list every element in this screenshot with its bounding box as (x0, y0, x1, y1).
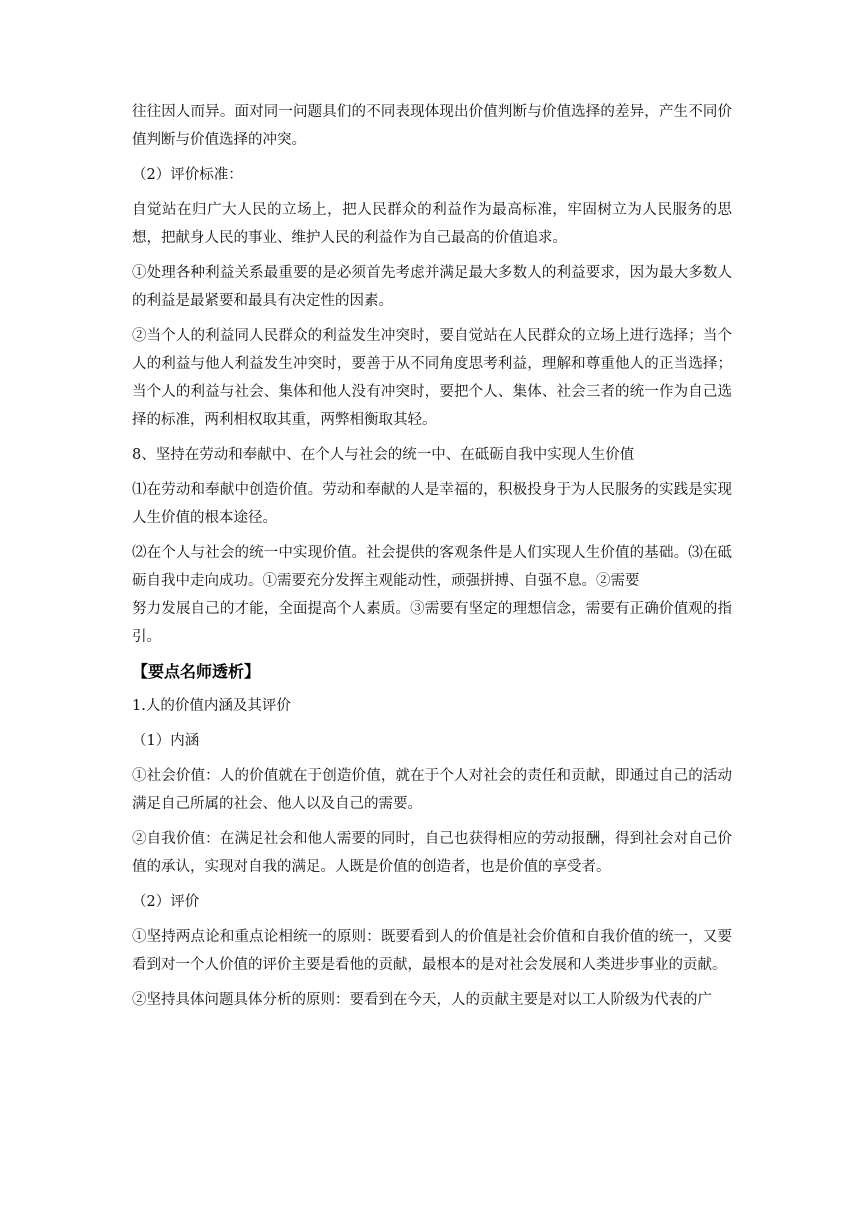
paragraph-labor-dedication: ⑴在劳动和奉献中创造价值。劳动和奉献的人是幸福的，积极投身于为人民服务的实践是实现人生价值的根本途径。 (132, 482, 732, 526)
paragraph-value-differences: 往往因人而异。面对同一问题具们的不同表现体现出价值判断与价值选择的差异，产生不同价值判断与价值选择的冲突。 (132, 104, 732, 148)
paragraph-develop-talents: 努力发展自己的才能，全面提高个人素质。③需要有坚定的理想信念，需要有正确价值观的指引。 (132, 601, 732, 645)
document-body (132, 98, 732, 1021)
paragraph-concrete-analysis: ②坚持具体问题具体分析的原则：要看到在今天，人的贡献主要是对以工人阶级为代表的广 (132, 992, 712, 1008)
paragraph-social-value: ①社会价值：人的价值就在于创造价值，就在于个人对社会的责任和贡献，即通过自己的活动满足自己所属的社会、他人以及自己的需要。 (132, 768, 732, 812)
paragraph-evaluation-heading: （2）评价 (132, 894, 200, 910)
paragraph-interest-conflicts: ②当个人的利益同人民群众的利益发生冲突时，要自觉站在人民群众的立场上进行选择；当个人的利益与他人利益发生冲突时，要善于从不同角度思考利益，理解和尊重他人的正当选择；当个人的利益与社会、集体和他人没有冲突时，要把个人、集体、社会三者的统一作为自己选择的标准，两利相权取其重，两弊相衡取其轻。 (132, 328, 732, 428)
paragraph-human-value-heading: 1.人的价值内涵及其评价 (132, 698, 291, 714)
paragraph-people-standpoint: 自觉站在归广大人民的立场上，把人民群众的利益作为最高标准，牢固树立为人民服务的思想，把献身人民的事业、维护人民的利益作为自己最高的价值追求。 (132, 202, 732, 246)
paragraph-majority-interests: ①处理各种利益关系最重要的是必须首先考虑并满足最大多数人的利益要求，因为最大多数人的利益是最紧要和最具有决定性的因素。 (132, 265, 732, 309)
paragraph-point-8-heading: 8、坚持在劳动和奉献中、在个人与社会的统一中、在砥砺自我中实现人生价值 (132, 447, 635, 463)
section-title-key-points: 【要点名师透析】 (132, 662, 261, 681)
paragraph-evaluation-standard-heading: （2）评价标准： (132, 167, 243, 183)
paragraph-self-value: ②自我价值：在满足社会和他人需要的同时，自己也获得相应的劳动报酬，得到社会对自己价值的承认，实现对自我的满足。人既是价值的创造者，也是价值的享受者。 (132, 831, 732, 875)
paragraph-connotation-heading: （1）内涵 (132, 733, 200, 749)
paragraph-individual-society: ⑵在个人与社会的统一中实现价值。社会提供的客观条件是人们实现人生价值的基础。⑶在砥砺自我中走向成功。①需要充分发挥主观能动性，顽强拼搏、自强不息。②需要 (132, 545, 732, 589)
paragraph-two-point-theory: ①坚持两点论和重点论相统一的原则：既要看到人的价值是社会价值和自我价值的统一，又要看到对一个人价值的评价主要是看他的贡献，最根本的是对社会发展和人类进步事业的贡献。 (132, 929, 732, 973)
